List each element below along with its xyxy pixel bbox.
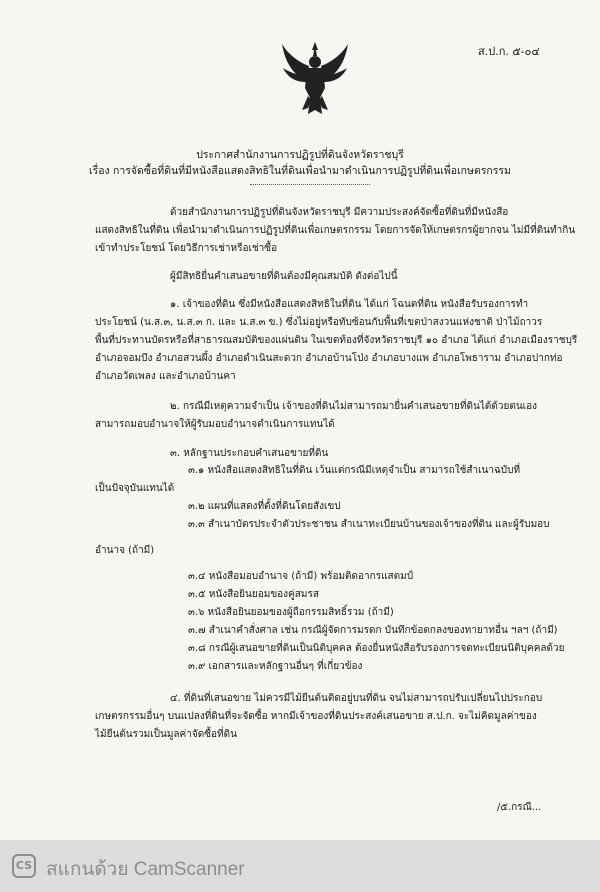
item3-heading: ๓. หลักฐานประกอบคำเสนอขายที่ดิน [170, 448, 329, 459]
intro-line-2: แสดงสิทธิในที่ดิน เพื่อนำมาดำเนินการปฏิรูปที่ดินเพื่อเกษตรกรรม โดยการจัดให้เกษตรกรผู้ยากจน ไม่มีที่ดินทำกิน [95, 225, 576, 236]
item4-line-2: เกษตรกรรมอื่นๆ บนแปลงที่ดินที่จะจัดซื้อ หากมีเจ้าของที่ดินประสงค์เสนอขาย ส.ป.ก. จะไม่คิดมูลค่าของ [95, 711, 537, 722]
item3-3-line-2: อำนาจ (ถ้ามี) [95, 545, 155, 556]
item3-6: ๓.๖ หนังสือยินยอมของผู้ถือกรรมสิทธิ์รวม (ถ้ามี) [188, 607, 394, 618]
form-code: ส.ป.ก. ๕-๐๔ [478, 45, 540, 58]
item1-line-5: อำเภอวัดเพลง และอำเภอบ้านคา [95, 371, 236, 382]
qualifications-heading: ผู้มีสิทธิยื่นคำเสนอขายที่ดินต้องมีคุณสมบัติ ดังต่อไปนี้ [170, 271, 398, 282]
item4-line-1: ๔. ที่ดินที่เสนอขาย ไม่ควรมีไม้ยืนต้นติดอยู่บนที่ดิน จนไม่สามารถปรับเปลี่ยนไปประกอบ [170, 693, 543, 704]
item3-8: ๓.๘ กรณีผู้เสนอขายที่ดินเป็นนิติบุคคล ต้องยื่นหนังสือรับรองการจดทะเบียนนิติบุคคลด้วย [188, 643, 565, 654]
announcement-subject: เรื่อง การจัดซื้อที่ดินที่มีหนังสือแสดงสิทธิในที่ดินเพื่อนำมาดำเนินการปฏิรูปที่ดินเพื่อเกษตรกรรม [89, 165, 511, 177]
camscanner-watermark: สแกนด้วย CamScanner [46, 859, 245, 880]
announcement-title: ประกาศสำนักงานการปฏิรูปที่ดินจังหวัดราชบุรี [196, 149, 404, 161]
item1-line-3: พื้นที่ประทานบัตรหรือที่สาธารณสมบัติของแผ่นดิน ในเขตท้องที่จังหวัดราชบุรี ๑๐ อำเภอ ได้แก่ อำเภอเมืองราชบุรี [95, 335, 578, 346]
scanner-footer [0, 840, 600, 892]
item3-3-line-1: ๓.๓ สำเนาบัตรประจำตัวประชาชน สำเนาทะเบียนบ้านของเจ้าของที่ดิน และผู้รับมอบ [188, 519, 550, 530]
item3-1-line-1: ๓.๑ หนังสือแสดงสิทธิในที่ดิน เว้นแต่กรณีมีเหตุจำเป็น สามารถใช้สำเนาฉบับที่ [188, 465, 521, 476]
item3-2: ๓.๒ แผนที่แสดงที่ตั้งที่ดินโดยสังเขป [188, 501, 341, 512]
item1-line-2: ประโยชน์ (น.ส.๓, น.ส.๓ ก. และ น.ส.๓ ข.) ซึ่งไม่อยู่หรือทับซ้อนกับพื้นที่เขตป่าสงวนแห่งชาติ ป่าไม้ถาวร [95, 317, 543, 328]
intro-line-1: ด้วยสำนักงานการปฏิรูปที่ดินจังหวัดราชบุรี มีความประสงค์จัดซื้อที่ดินที่มีหนังสือ [170, 207, 509, 218]
item3-4: ๓.๔ หนังสือมอบอำนาจ (ถ้ามี) พร้อมติดอากรแสตมป์ [188, 571, 414, 582]
item3-5: ๓.๕ หนังสือยินยอมของคู่สมรส [188, 589, 319, 600]
item3-7: ๓.๗ สำเนาคำสั่งศาล เช่น กรณีผู้จัดการมรดก บันทึกข้อตกลงของทายาทอื่น ฯลฯ (ถ้ามี) [188, 625, 558, 636]
intro-line-3: เข้าทำประโยชน์ โดยวิธีการเช่าหรือเช่าซื้อ [95, 243, 278, 254]
item1-line-4: อำเภอจอมบึง อำเภอสวนผึ้ง อำเภอดำเนินสะดวก อำเภอบ้านโป่ง อำเภอบางแพ อำเภอโพธาราม อำเภอปากท่อ [95, 353, 563, 364]
item2-line-1: ๒. กรณีมีเหตุความจำเป็น เจ้าของที่ดินไม่สามารถมายื่นคำเสนอขายที่ดินได้ด้วยตนเอง [170, 401, 537, 412]
item2-line-2: สามารถมอบอำนาจให้ผู้รับมอบอำนาจดำเนินการแทนได้ [95, 419, 335, 430]
garuda-emblem-icon [280, 40, 350, 116]
item4-line-3: ไม้ยืนต้นรวมเป็นมูลค่าจัดซื้อที่ดิน [95, 729, 237, 740]
item3-9: ๓.๙ เอกสารและหลักฐานอื่นๆ ที่เกี่ยวข้อง [188, 661, 363, 672]
item1-line-1: ๑. เจ้าของที่ดิน ซึ่งมีหนังสือแสดงสิทธิในที่ดิน ได้แก่ โฉนดที่ดิน หนังสือรับรองการทำ [170, 299, 529, 310]
item3-1-line-2: เป็นปัจจุบันแทนได้ [95, 483, 175, 494]
title-divider [250, 184, 370, 185]
camscanner-logo-icon: CS [12, 854, 36, 878]
continuation-marker: /๕.กรณี... [497, 802, 542, 813]
